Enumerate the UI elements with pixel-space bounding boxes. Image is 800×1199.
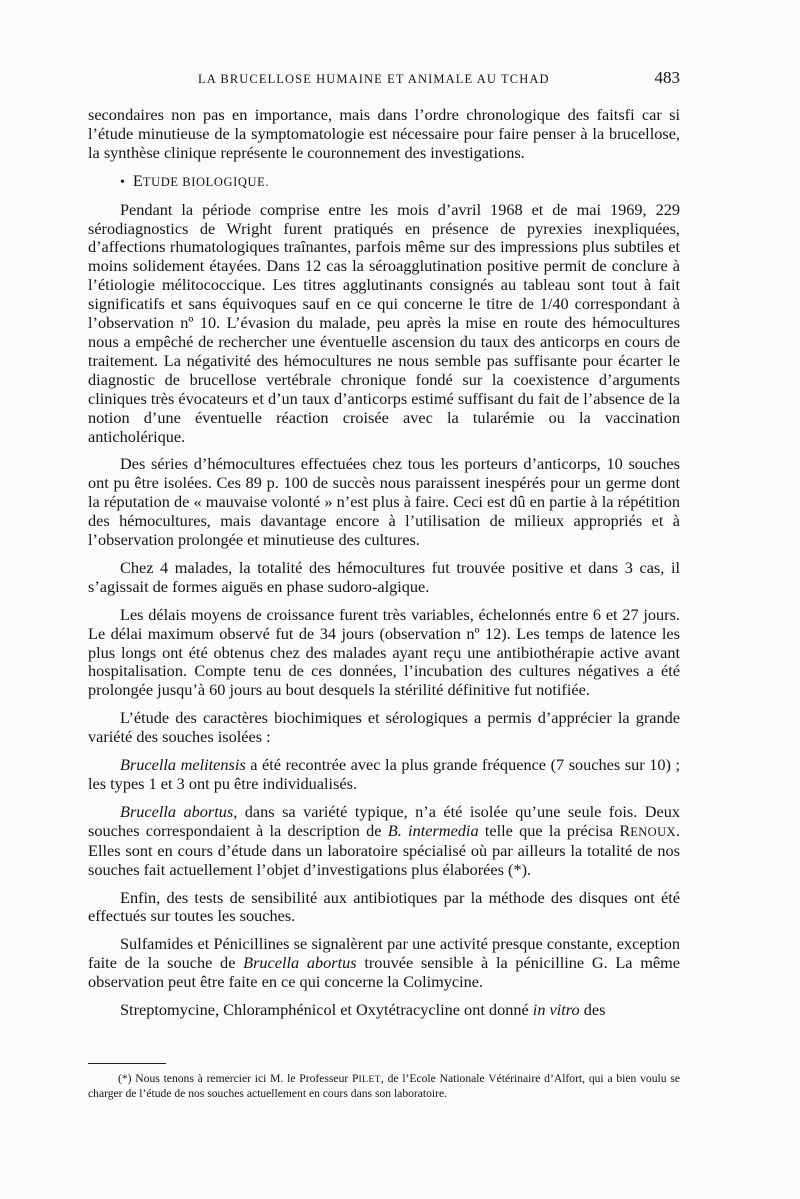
paragraph-7-text: a été recontrée avec la plus grande fréquence (7 souches sur 10) ; les types 1 et 3 ont pu être individualisés. (88, 755, 680, 793)
paragraph-6: L’étude des caractères biochimiques et sérologiques a permis d’apprécier la grande variété des souches isolées : (88, 708, 680, 747)
paragraph-8-text-b: telle que la précisa (478, 820, 620, 840)
body-text (88, 106, 680, 1029)
paragraph-2: Pendant la période comprise entre les mois d’avril 1968 et de mai 1969, 229 sérodiagnostics de Wright furent pratiqués en présence de pyrexies inexpliquées, d’affections rhumatologiques traînantes, parfois même sur des impressions plus subtiles et moins solidement étayées. Dans 12 cas la séroagglutination positive permit de conclure à l’étiologie mélitococcique. Les titres agglutinants consignés au tableau sont tout à fait significatifs et sans équivoques sauf en ce qui concerne le titre de 1/40 correspondant à l’observation nº 10. L’évasion du malade, peu après la mise en route des hémocultures nous a empêché de rechercher une éventuelle ascension du taux des anticorps en cours de traitement. La négativité des hémocultures ne nous semble pas suffisante pour écarter le diagnostic de brucellose vertébrale chronique fondé sur la coexistence d’arguments cliniques très évocateurs et d’un taux d’anticorps estimé suffisant du fait de l’absence de la notion d’une éventuelle réaction croisée avec la tularémie ou la vaccination anticholérique. (88, 199, 680, 446)
in-vitro-term: in vitro (532, 1000, 580, 1020)
author-name: ENOUX (630, 824, 676, 839)
running-title: LA BRUCELLOSE HUMAINE ET ANIMALE AU TCHAD (198, 72, 550, 86)
running-head (88, 68, 680, 94)
footnote-name: ILET (358, 1074, 381, 1085)
paragraph-9: Enfin, des tests de sensibilité aux antibiotiques par la méthode des disques ont été effectués sur toutes les souches. (88, 887, 680, 926)
heading-initial: E (132, 170, 143, 190)
bullet-icon: • (120, 174, 125, 190)
footnote-text-a: (*) Nous tenons à remercier ici M. le Professeur (118, 1072, 353, 1085)
heading-rest: TUDE BIOLOGIQUE. (142, 174, 270, 189)
paragraph-3: Des séries d’hémocultures effectuées chez tous les porteurs d’anticorps, 10 souches ont pu être isolées. Ces 89 p. 100 de succès nous paraissent inespérés pour un germe dont la réputation de « mauvaise volonté » n’est plus à faire. Ceci est dû en partie à la répétition des hémocultures, mais davantage encore à l’utilisation de milieux appropriés et à l’observation prolongée et minutieuse des cultures. (88, 454, 680, 550)
paragraph-1: secondaires non pas en importance, mais dans l’ordre chronologique des faitsfi car si l’étude minutieuse de la symptomatologie est nécessaire pour faire penser à la brucellose, la synthèse clinique représente le couronnement des investigations. (88, 105, 680, 162)
paragraph-8-text-c: . Elles sont en cours d’étude dans un laboratoire spécialisé où par ailleurs la totalité de nos souches fait actuellement l’objet d’investigations plus élaborées (*). (88, 820, 681, 879)
footnote-text (88, 1072, 680, 1101)
section-heading-etude-biologique (88, 172, 680, 193)
species-name: Brucella melitensis (120, 755, 246, 775)
paragraph-10 (88, 935, 680, 992)
species-name-b: B. intermedia (387, 820, 479, 840)
footnote-rule (88, 1063, 166, 1064)
paragraph-8 (88, 803, 680, 880)
paragraph-11-text-b: des (579, 1000, 606, 1020)
paragraph-5: Les délais moyens de croissance furent très variables, échelonnés entre 6 et 27 jours. Le délai maximum observé fut de 34 jours (observation nº 12). Les temps de latence les plus longs ont été obtenus chez des malades ayant reçu une antibiothérapie active avant hospitalisation. Compte tenu de ces données, l’incubation des cultures négatives a été prolongée jusqu’à 60 jours au bout desquels la stérilité définitive fut notifiée. (88, 604, 680, 700)
paragraph-4: Chez 4 malades, la totalité des hémocultures fut trouvée positive et dans 3 cas, il s’agissait de formes aiguës en phase sudoro-algique. (88, 557, 680, 596)
paragraph-8-text-a: dans sa variété typique, n’a été isolée qu’une seule fois. Deux souches correspondaient à la description de (88, 801, 680, 840)
paragraph-11-text-a: Streptomycine, Chloramphénicol et Oxytétracycline ont donné (120, 1000, 533, 1020)
footnote-name-initial: P (352, 1072, 359, 1085)
author-initial: R (619, 820, 631, 840)
species-name: Brucella abortus, (120, 801, 238, 821)
footnote (88, 1072, 680, 1101)
species-name: Brucella abortus (243, 953, 357, 973)
paragraph-10-text-b: trouvée sensible à la pénicilline G. La même observation peut être faite en ce qui concerne la Colimycine. (88, 953, 681, 992)
paragraph-7 (88, 756, 680, 794)
footnote-text-b: , de l’Ecole Nationale Vétérinaire d’Alfort, qui a bien voulu se charger de l’étude de nos souches actuellement en cours dans son laboratoire. (88, 1072, 680, 1100)
page-number: 483 (654, 68, 680, 87)
paragraph-10-text-a: Sulfamides et Pénicillines se signalèrent par une activité presque constante, exception faite de la souche de (88, 934, 680, 973)
paragraph-11 (88, 1001, 680, 1020)
